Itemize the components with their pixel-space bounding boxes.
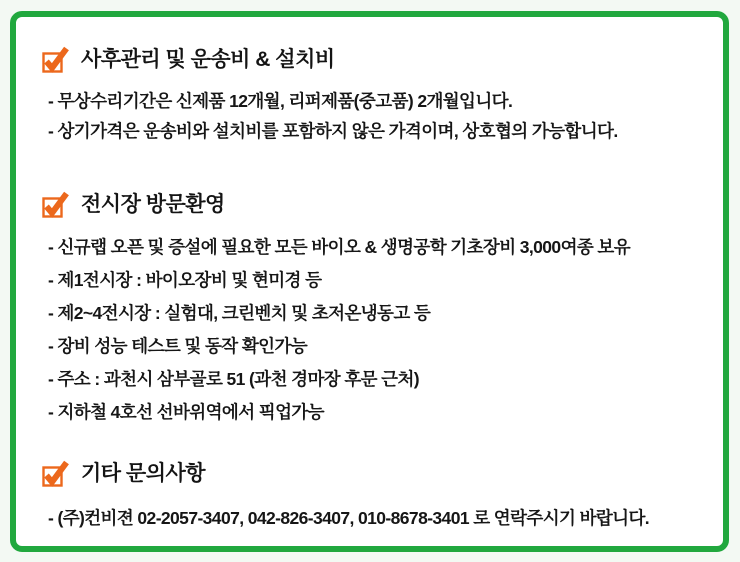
list-item: - 무상수리기간은 신제품 12개월, 리퍼제품(중고품) 2개월입니다. — [48, 91, 513, 111]
section-items — [42, 502, 699, 534]
section-showroom — [42, 190, 699, 429]
checked-checkbox-icon — [42, 45, 69, 73]
list-item: - (주)컨비젼 02-2057-3407, 042-826-3407, 010-8678-3401 로 연락주시기 바랍니다. — [48, 508, 650, 528]
section-title: 사후관리 및 운송비 & 설치비 — [81, 48, 335, 71]
section-aftercare — [42, 45, 699, 146]
list-item: - 제2~4전시장 : 실험대, 크린벤치 및 초저온냉동고 등 — [48, 303, 431, 323]
section-items — [42, 231, 699, 429]
list-item: - 제1전시장 : 바이오장비 및 현미경 등 — [48, 270, 322, 290]
section-items — [42, 86, 699, 146]
section-header — [42, 459, 699, 489]
checked-checkbox-icon — [42, 190, 69, 218]
list-item: - 지하철 4호선 선바위역에서 픽업가능 — [48, 402, 324, 422]
notice-card — [10, 11, 729, 552]
section-header — [42, 45, 699, 75]
checked-checkbox-icon — [42, 459, 69, 487]
section-header — [42, 190, 699, 220]
section-title: 기타 문의사항 — [81, 462, 206, 485]
list-item: - 주소 : 과천시 삼부골로 51 (과천 경마장 후문 근처) — [48, 369, 420, 389]
section-title: 전시장 방문환영 — [81, 193, 225, 216]
section-inquiries — [42, 459, 699, 534]
list-item: - 장비 성능 테스트 및 동작 확인가능 — [48, 336, 308, 356]
list-item: - 상기가격은 운송비와 설치비를 포함하지 않은 가격이며, 상호협의 가능합니다. — [48, 121, 618, 141]
list-item: - 신규랩 오픈 및 증설에 필요한 모든 바이오 & 생명공학 기초장비 3,000여종 보유 — [48, 237, 631, 257]
